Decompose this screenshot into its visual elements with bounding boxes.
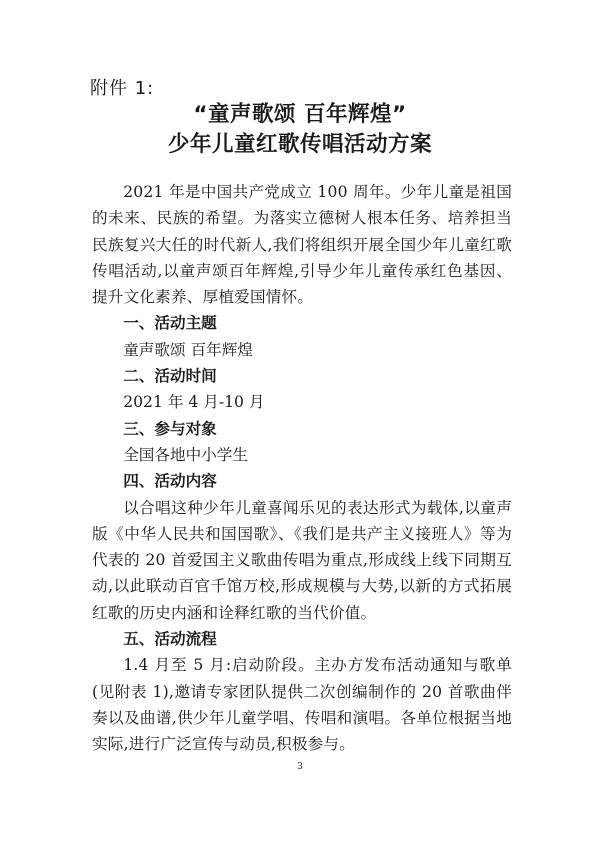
page-number: 3 (297, 762, 303, 772)
section-text-theme: 童声歌颂 百年辉煌 (123, 340, 253, 359)
attachment-label: 附件 1: (90, 78, 155, 99)
section-heading-time: 二、活动时间 (123, 367, 217, 386)
section-heading-content: 四、活动内容 (123, 472, 217, 491)
intro-paragraph: 2021 年是中国共产党成立 100 周年。少年儿童是祖国的未来、民族的希望。为落实立德树人根本任务、培养担当民族复兴大任的时代新人,我们将组织开展全国少年儿童红歌传唱活动,以童声颂百年辉煌,引导少年儿童传承红色基因、提升文化素养、厚植爱国情怀。 (92, 183, 512, 307)
section-text-process: 1.4 月至 5 月:启动阶段。主办方发布活动通知与歌单(见附表 1),邀请专家团队提供二次创编制作的 20 首歌曲伴奏以及曲谱,供少年儿童学唱、传唱和演唱。各单位根据当地实际,进行广泛宣传与动员,积极参与。 (92, 656, 512, 754)
section-text-content: 以合唱这种少年儿童喜闻乐见的表达形式为载体,以童声版《中华人民共和国国歌》、《我们是共产主义接班人》等为代表的 20 首爱国主义歌曲传唱为重点,形成线上线下同期互动,以此联动百官千馆万校,形成规模与大势,以新的方式拓展红歌的历史内涵和诠释红歌的当代价值。 (92, 498, 512, 622)
section-text-participants: 全国各地中小学生 (123, 445, 248, 464)
section-text-time: 2021 年 4 月-10 月 (123, 393, 265, 412)
document-body (92, 179, 512, 758)
title-line-1: “童声歌颂 百年辉煌” (193, 102, 407, 127)
title-line-2: 少年儿童红歌传唱活动方案 (167, 132, 432, 157)
section-heading-process: 五、活动流程 (123, 630, 217, 649)
section-heading-participants: 三、参与对象 (123, 419, 217, 438)
section-heading-theme: 一、活动主题 (123, 314, 217, 333)
